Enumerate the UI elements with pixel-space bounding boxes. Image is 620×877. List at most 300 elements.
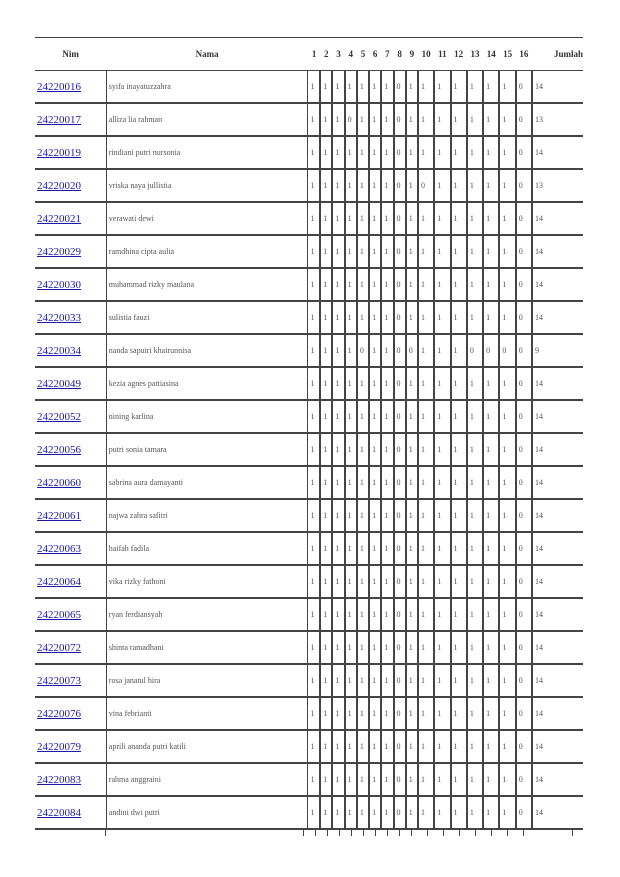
nim-cell (35, 71, 106, 104)
score-cell-q13: 1 (467, 664, 483, 697)
header-row (35, 38, 583, 71)
score-cell-q2: 1 (320, 367, 332, 400)
score-cell-q2: 1 (320, 730, 332, 763)
score-cell-q11: 1 (434, 367, 450, 400)
table-row (35, 71, 583, 104)
nama-cell: verawati dewi (106, 202, 308, 235)
score-cell-q11: 1 (434, 763, 450, 796)
score-cell-q12: 1 (451, 235, 467, 268)
score-cell-q11: 1 (434, 169, 450, 202)
score-cell-q10: 1 (418, 235, 434, 268)
score-cell-q10: 0 (418, 169, 434, 202)
score-cell-q10: 1 (418, 499, 434, 532)
score-cell-q15: 1 (499, 730, 515, 763)
score-cell-q13: 1 (467, 433, 483, 466)
score-cell-q16: 0 (516, 71, 532, 104)
score-cell-q4: 1 (345, 268, 357, 301)
nim-link[interactable]: 24220065 (37, 608, 81, 621)
nim-link[interactable]: 24220029 (37, 245, 81, 258)
header-q15: 15 (499, 38, 515, 71)
score-cell-q13: 1 (467, 565, 483, 598)
nim-cell (35, 235, 106, 268)
score-cell-q1: 1 (308, 268, 320, 301)
score-cell-q2: 1 (320, 631, 332, 664)
score-cell-q8: 0 (394, 169, 406, 202)
score-cell-q15: 1 (499, 301, 515, 334)
score-cell-q13: 1 (467, 202, 483, 235)
score-cell-q16: 0 (516, 367, 532, 400)
score-cell-q5: 1 (357, 631, 369, 664)
score-cell-q15: 1 (499, 499, 515, 532)
score-cell-q13: 1 (467, 466, 483, 499)
nim-cell (35, 565, 106, 598)
tick-mark (411, 830, 412, 836)
score-cell-q1: 1 (308, 169, 320, 202)
score-cell-q8: 0 (394, 367, 406, 400)
score-cell-q2: 1 (320, 334, 332, 367)
score-cell-q11: 1 (434, 301, 450, 334)
nim-link[interactable]: 24220084 (37, 806, 81, 819)
score-cell-q12: 1 (451, 499, 467, 532)
score-cell-q3: 1 (332, 631, 344, 664)
score-cell-q14: 1 (483, 796, 499, 829)
score-cell-q11: 1 (434, 697, 450, 730)
jumlah-cell: 14 (532, 433, 583, 466)
score-cell-q4: 1 (345, 730, 357, 763)
nim-link[interactable]: 24220030 (37, 278, 81, 291)
table-row (35, 631, 583, 664)
score-cell-q9: 1 (406, 367, 418, 400)
score-cell-q5: 0 (357, 334, 369, 367)
score-cell-q14: 1 (483, 598, 499, 631)
score-cell-q5: 1 (357, 730, 369, 763)
score-cell-q13: 1 (467, 598, 483, 631)
score-cell-q1: 1 (308, 400, 320, 433)
nim-link[interactable]: 24220017 (37, 113, 81, 126)
score-cell-q11: 1 (434, 664, 450, 697)
score-cell-q1: 1 (308, 763, 320, 796)
score-cell-q9: 1 (406, 433, 418, 466)
score-cell-q9: 0 (406, 334, 418, 367)
nama-cell: nining karlina (106, 400, 308, 433)
score-cell-q1: 1 (308, 664, 320, 697)
score-cell-q5: 1 (357, 400, 369, 433)
tick-mark (303, 830, 304, 836)
score-cell-q15: 1 (499, 466, 515, 499)
score-cell-q8: 0 (394, 598, 406, 631)
score-cell-q12: 1 (451, 466, 467, 499)
header-q13: 13 (467, 38, 483, 71)
score-cell-q10: 1 (418, 763, 434, 796)
score-cell-q8: 0 (394, 235, 406, 268)
score-cell-q8: 0 (394, 433, 406, 466)
score-cell-q8: 0 (394, 499, 406, 532)
tick-mark (572, 830, 573, 836)
score-cell-q6: 1 (369, 136, 381, 169)
tick-mark (105, 830, 106, 836)
nim-link[interactable]: 24220033 (37, 311, 81, 324)
score-cell-q15: 1 (499, 400, 515, 433)
score-cell-q16: 0 (516, 532, 532, 565)
score-cell-q10: 1 (418, 697, 434, 730)
nim-link[interactable]: 24220083 (37, 773, 81, 786)
score-cell-q7: 1 (381, 664, 393, 697)
score-cell-q2: 1 (320, 763, 332, 796)
score-cell-q16: 0 (516, 235, 532, 268)
score-cell-q6: 1 (369, 202, 381, 235)
score-cell-q9: 1 (406, 532, 418, 565)
table-row (35, 301, 583, 334)
score-cell-q4: 0 (345, 103, 357, 136)
jumlah-cell: 14 (532, 631, 583, 664)
score-cell-q9: 1 (406, 268, 418, 301)
nama-cell: nanda saputri khairunnisa (106, 334, 308, 367)
score-cell-q7: 1 (381, 268, 393, 301)
score-cell-q3: 1 (332, 268, 344, 301)
nim-cell (35, 499, 106, 532)
score-cell-q8: 0 (394, 136, 406, 169)
score-cell-q6: 1 (369, 631, 381, 664)
table-row (35, 433, 583, 466)
score-cell-q7: 1 (381, 103, 393, 136)
score-cell-q11: 1 (434, 400, 450, 433)
score-cell-q14: 1 (483, 763, 499, 796)
jumlah-cell: 13 (532, 169, 583, 202)
nama-cell: andini dwi putri (106, 796, 308, 829)
score-cell-q2: 1 (320, 169, 332, 202)
nim-link[interactable]: 24220079 (37, 740, 81, 753)
score-cell-q11: 1 (434, 71, 450, 104)
score-cell-q3: 1 (332, 466, 344, 499)
score-cell-q8: 0 (394, 268, 406, 301)
score-cell-q3: 1 (332, 433, 344, 466)
score-cell-q16: 0 (516, 796, 532, 829)
score-cell-q12: 1 (451, 598, 467, 631)
score-cell-q3: 1 (332, 202, 344, 235)
score-cell-q16: 0 (516, 631, 532, 664)
score-cell-q9: 1 (406, 631, 418, 664)
score-cell-q6: 1 (369, 796, 381, 829)
score-cell-q14: 1 (483, 400, 499, 433)
header-q1: 1 (308, 38, 320, 71)
table-row (35, 235, 583, 268)
jumlah-cell: 14 (532, 466, 583, 499)
score-cell-q7: 1 (381, 499, 393, 532)
score-cell-q11: 1 (434, 499, 450, 532)
nim-link[interactable]: 24220016 (37, 80, 81, 93)
score-cell-q10: 1 (418, 433, 434, 466)
nim-cell (35, 400, 106, 433)
table-row (35, 202, 583, 235)
score-cell-q3: 1 (332, 730, 344, 763)
jumlah-cell: 14 (532, 301, 583, 334)
score-table (35, 37, 583, 830)
score-cell-q6: 1 (369, 730, 381, 763)
nim-link[interactable]: 24220021 (37, 212, 81, 225)
score-cell-q1: 1 (308, 565, 320, 598)
score-cell-q10: 1 (418, 532, 434, 565)
score-cell-q12: 1 (451, 697, 467, 730)
score-cell-q5: 1 (357, 664, 369, 697)
score-cell-q15: 1 (499, 664, 515, 697)
score-cell-q12: 1 (451, 631, 467, 664)
score-cell-q5: 1 (357, 565, 369, 598)
score-cell-q3: 1 (332, 71, 344, 104)
score-cell-q3: 1 (332, 367, 344, 400)
score-cell-q16: 0 (516, 400, 532, 433)
score-cell-q16: 0 (516, 664, 532, 697)
score-cell-q13: 1 (467, 400, 483, 433)
score-cell-q15: 1 (499, 235, 515, 268)
score-cell-q4: 1 (345, 202, 357, 235)
nim-link[interactable]: 24220072 (37, 641, 81, 654)
score-cell-q16: 0 (516, 103, 532, 136)
score-cell-q7: 1 (381, 631, 393, 664)
score-cell-q14: 1 (483, 664, 499, 697)
table-row (35, 664, 583, 697)
nim-link[interactable]: 24220076 (37, 707, 81, 720)
score-cell-q4: 1 (345, 631, 357, 664)
nama-cell: alliza lia rahman (106, 103, 308, 136)
score-cell-q7: 1 (381, 697, 393, 730)
nama-cell: putri sonia tamara (106, 433, 308, 466)
score-cell-q13: 1 (467, 697, 483, 730)
nim-link[interactable]: 24220019 (37, 146, 81, 159)
score-cell-q4: 1 (345, 235, 357, 268)
score-cell-q11: 1 (434, 631, 450, 664)
nama-cell: ryan ferdiansyah (106, 598, 308, 631)
score-cell-q8: 0 (394, 103, 406, 136)
table-row (35, 169, 583, 202)
score-cell-q14: 1 (483, 730, 499, 763)
score-cell-q16: 0 (516, 499, 532, 532)
table-row (35, 334, 583, 367)
score-cell-q2: 1 (320, 136, 332, 169)
header-q11: 11 (434, 38, 450, 71)
score-cell-q6: 1 (369, 367, 381, 400)
score-cell-q3: 1 (332, 169, 344, 202)
nim-cell (35, 202, 106, 235)
score-cell-q8: 0 (394, 71, 406, 104)
score-cell-q8: 0 (394, 763, 406, 796)
score-cell-q6: 1 (369, 268, 381, 301)
score-cell-q9: 1 (406, 697, 418, 730)
score-cell-q1: 1 (308, 136, 320, 169)
nim-cell (35, 136, 106, 169)
jumlah-cell: 9 (532, 334, 583, 367)
score-cell-q11: 1 (434, 268, 450, 301)
nama-cell: muhammad rizky maulana (106, 268, 308, 301)
score-cell-q6: 1 (369, 532, 381, 565)
score-cell-q7: 1 (381, 433, 393, 466)
score-cell-q14: 1 (483, 169, 499, 202)
score-cell-q14: 0 (483, 334, 499, 367)
score-cell-q11: 1 (434, 433, 450, 466)
score-cell-q14: 1 (483, 499, 499, 532)
score-cell-q5: 1 (357, 796, 369, 829)
score-cell-q9: 1 (406, 136, 418, 169)
nim-cell (35, 301, 106, 334)
score-cell-q3: 1 (332, 301, 344, 334)
score-cell-q12: 1 (451, 433, 467, 466)
score-cell-q4: 1 (345, 466, 357, 499)
score-cell-q6: 1 (369, 697, 381, 730)
score-cell-q13: 1 (467, 136, 483, 169)
header-q2: 2 (320, 38, 332, 71)
tick-mark (459, 830, 460, 836)
score-cell-q3: 1 (332, 235, 344, 268)
score-cell-q5: 1 (357, 301, 369, 334)
score-cell-q8: 0 (394, 664, 406, 697)
header-nama: Nama (106, 38, 308, 71)
score-cell-q3: 1 (332, 334, 344, 367)
table-body (35, 71, 583, 830)
table-row (35, 697, 583, 730)
nim-link[interactable]: 24220063 (37, 542, 81, 555)
score-cell-q1: 1 (308, 103, 320, 136)
score-cell-q16: 0 (516, 565, 532, 598)
score-cell-q12: 1 (451, 763, 467, 796)
score-cell-q7: 1 (381, 169, 393, 202)
nama-cell: ramdhina cipta aulia (106, 235, 308, 268)
score-cell-q4: 1 (345, 499, 357, 532)
score-cell-q1: 1 (308, 499, 320, 532)
nim-cell (35, 268, 106, 301)
score-cell-q15: 1 (499, 433, 515, 466)
score-cell-q11: 1 (434, 235, 450, 268)
table-row (35, 367, 583, 400)
score-cell-q14: 1 (483, 466, 499, 499)
score-cell-q13: 1 (467, 367, 483, 400)
score-cell-q15: 1 (499, 202, 515, 235)
score-cell-q7: 1 (381, 598, 393, 631)
score-cell-q14: 1 (483, 202, 499, 235)
tick-mark (363, 830, 364, 836)
score-cell-q16: 0 (516, 268, 532, 301)
score-cell-q9: 1 (406, 301, 418, 334)
score-cell-q6: 1 (369, 466, 381, 499)
score-cell-q4: 1 (345, 598, 357, 631)
score-cell-q6: 1 (369, 169, 381, 202)
score-cell-q8: 0 (394, 466, 406, 499)
nama-cell: rindiani putri nursonia (106, 136, 308, 169)
nim-cell (35, 367, 106, 400)
nim-link[interactable]: 24220073 (37, 674, 81, 687)
nim-link[interactable]: 24220049 (37, 377, 81, 390)
header-q6: 6 (369, 38, 381, 71)
score-cell-q3: 1 (332, 499, 344, 532)
score-cell-q1: 1 (308, 631, 320, 664)
score-cell-q15: 1 (499, 631, 515, 664)
score-cell-q14: 1 (483, 103, 499, 136)
score-cell-q9: 1 (406, 763, 418, 796)
score-cell-q7: 1 (381, 532, 393, 565)
score-cell-q2: 1 (320, 235, 332, 268)
nama-cell: rosa janatul hira (106, 664, 308, 697)
nim-cell (35, 169, 106, 202)
score-cell-q11: 1 (434, 103, 450, 136)
score-cell-q1: 1 (308, 235, 320, 268)
score-cell-q2: 1 (320, 697, 332, 730)
score-cell-q7: 1 (381, 763, 393, 796)
nim-cell (35, 631, 106, 664)
score-cell-q4: 1 (345, 697, 357, 730)
score-cell-q16: 0 (516, 697, 532, 730)
score-cell-q4: 1 (345, 565, 357, 598)
nim-link[interactable]: 24220056 (37, 443, 81, 456)
nim-link[interactable]: 24220052 (37, 410, 81, 423)
tick-mark (475, 830, 476, 836)
score-cell-q3: 1 (332, 763, 344, 796)
nim-link[interactable]: 24220020 (37, 179, 81, 192)
nim-link[interactable]: 24220034 (37, 344, 81, 357)
score-cell-q16: 0 (516, 334, 532, 367)
score-cell-q15: 1 (499, 268, 515, 301)
header-q7: 7 (381, 38, 393, 71)
score-cell-q6: 1 (369, 235, 381, 268)
score-cell-q12: 1 (451, 334, 467, 367)
score-cell-q8: 0 (394, 202, 406, 235)
jumlah-cell: 14 (532, 565, 583, 598)
score-cell-q6: 1 (369, 400, 381, 433)
score-cell-q4: 1 (345, 763, 357, 796)
score-cell-q9: 1 (406, 598, 418, 631)
nim-cell (35, 103, 106, 136)
score-cell-q1: 1 (308, 334, 320, 367)
score-cell-q14: 1 (483, 532, 499, 565)
score-cell-q1: 1 (308, 730, 320, 763)
score-cell-q6: 1 (369, 598, 381, 631)
score-cell-q15: 1 (499, 796, 515, 829)
score-cell-q4: 1 (345, 71, 357, 104)
score-sheet (35, 37, 583, 830)
score-cell-q7: 1 (381, 796, 393, 829)
score-cell-q11: 1 (434, 565, 450, 598)
tick-mark (327, 830, 328, 836)
score-cell-q2: 1 (320, 433, 332, 466)
score-cell-q8: 0 (394, 532, 406, 565)
score-cell-q3: 1 (332, 532, 344, 565)
score-cell-q15: 1 (499, 697, 515, 730)
nim-cell (35, 334, 106, 367)
score-cell-q13: 1 (467, 763, 483, 796)
score-cell-q2: 1 (320, 400, 332, 433)
score-cell-q9: 1 (406, 400, 418, 433)
score-cell-q9: 1 (406, 499, 418, 532)
table-row (35, 796, 583, 829)
nama-cell: aprili ananda putri katili (106, 730, 308, 763)
score-cell-q6: 1 (369, 71, 381, 104)
table-row (35, 532, 583, 565)
nim-cell (35, 433, 106, 466)
nim-link[interactable]: 24220064 (37, 575, 81, 588)
nim-link[interactable]: 24220060 (37, 476, 81, 489)
score-cell-q6: 1 (369, 433, 381, 466)
score-cell-q2: 1 (320, 103, 332, 136)
score-cell-q9: 1 (406, 103, 418, 136)
jumlah-cell: 14 (532, 499, 583, 532)
jumlah-cell: 13 (532, 103, 583, 136)
continuation-ticks (35, 830, 583, 836)
score-cell-q11: 1 (434, 334, 450, 367)
score-cell-q2: 1 (320, 71, 332, 104)
score-cell-q3: 1 (332, 136, 344, 169)
score-cell-q7: 1 (381, 136, 393, 169)
score-cell-q5: 1 (357, 71, 369, 104)
nim-link[interactable]: 24220061 (37, 509, 81, 522)
nim-cell (35, 598, 106, 631)
score-cell-q1: 1 (308, 202, 320, 235)
